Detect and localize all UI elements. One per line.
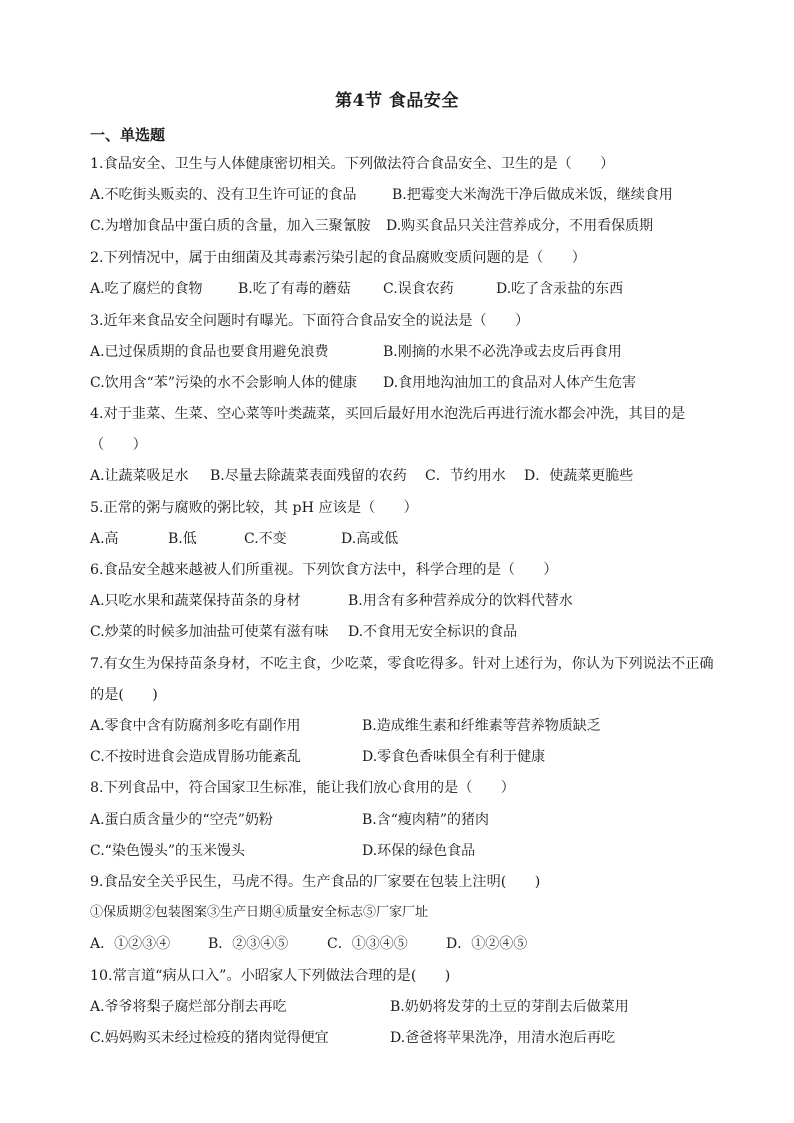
q6-option-a: A.只吃水果和蔬菜保持苗条的身材 — [90, 593, 301, 609]
section-heading: 一、单选题 — [90, 126, 166, 144]
q3-option-c: C.饮用含“苯”污染的水不会影响人体的健康 — [90, 375, 357, 391]
q5-option-c: C.不变 — [244, 531, 287, 547]
q7-option-c: C.不按时进食会造成胃肠功能紊乱 — [90, 749, 301, 765]
q10-option-b: B.奶奶将发芽的土豆的芽削去后做菜用 — [390, 999, 629, 1015]
q2-option-c: C.误食农药 — [383, 281, 454, 297]
q1-option-a: A.不吃街头贩卖的、没有卫生许可证的食品 — [90, 187, 357, 203]
q2-option-b: B.吃了有毒的蘑菇 — [238, 281, 351, 297]
page-title: 第4节 食品安全 — [335, 91, 459, 111]
q7-option-d: D.零食色香味俱全有利于健康 — [362, 749, 546, 765]
q10-option-c: C.妈妈购买未经过检疫的猪肉觉得便宜 — [90, 1030, 329, 1046]
q1-option-c: C.为增加食品中蛋白质的含量，加入三聚氰胺 — [90, 218, 371, 234]
question-4: 4.对于韭菜、生菜、空心菜等叶类蔬菜，买回后最好用水泡洗后再进行流水都会冲洗，其目的是 — [90, 406, 686, 422]
q8-option-c: C.“染色馒头”的玉米馒头 — [90, 843, 245, 859]
q2-option-a: A.吃了腐烂的食物 — [90, 281, 203, 297]
question-5: 5.正常的粥与腐败的粥比较，其 pH 应该是（ ） — [90, 500, 418, 516]
q3-option-d: D.食用地沟油加工的食品对人体产生危害 — [383, 375, 637, 391]
q5-option-a: A.高 — [90, 531, 119, 547]
q10-option-a: A.爷爷将梨子腐烂部分削去再吃 — [90, 999, 287, 1015]
question-6: 6.食品安全越来越被人们所重视。下列饮食方法中，科学合理的是（ ） — [90, 562, 558, 578]
q9-option-b: B．②③④⑤ — [208, 936, 289, 952]
q4-option-d: D．使蔬菜更脆些 — [524, 468, 634, 484]
q7-option-a: A.零食中含有防腐剂多吃有副作用 — [90, 718, 301, 734]
q4-option-a: A.让蔬菜吸足水 — [90, 468, 189, 484]
question-4-continued: （ ） — [90, 437, 147, 453]
q6-option-d: D.不食用无安全标识的食品 — [348, 624, 518, 640]
q3-option-a: A.已过保质期的食品也要食用避免浪费 — [90, 344, 329, 360]
q4-option-c: C．节约用水 — [425, 468, 506, 484]
q7-option-b: B.造成维生素和纤维素等营养物质缺乏 — [362, 718, 601, 734]
q10-option-d: D.爸爸将苹果洗净，用清水泡后再吃 — [390, 1030, 616, 1046]
q8-option-d: D.环保的绿色食品 — [362, 843, 476, 859]
question-9: 9.食品安全关乎民生，马虎不得。生产食品的厂家要在包装上注明( ) — [90, 874, 541, 890]
question-9-items: ①保质期②包装图案③生产日期④质量安全标志⑤厂家厂址 — [90, 905, 429, 920]
question-1: 1.食品安全、卫生与人体健康密切相关。下列做法符合食品安全、卫生的是（ ） — [90, 156, 615, 172]
question-2: 2.下列情况中，属于由细菌及其毒素污染引起的食品腐败变质问题的是（ ） — [90, 250, 586, 266]
question-7-continued: 的是( ) — [90, 687, 158, 703]
q8-option-a: A.蛋白质含量少的“空壳”奶粉 — [90, 812, 273, 828]
q9-option-c: C．①③④⑤ — [327, 936, 408, 952]
q6-option-c: C.炒菜的时候多加油盐可使菜有滋有味 — [90, 624, 329, 640]
q1-option-d: D.购买食品只关注营养成分，不用看保质期 — [386, 218, 654, 234]
q8-option-b: B.含“瘦肉精”的猪肉 — [362, 812, 490, 828]
question-7: 7.有女生为保持苗条身材，不吃主食，少吃菜，零食吃得多。针对上述行为，你认为下列说法不正确 — [90, 656, 714, 672]
q2-option-d: D.吃了含汞盐的东西 — [496, 281, 624, 297]
q1-option-b: B.把霉变大米淘洗干净后做成米饭，继续食用 — [392, 187, 673, 203]
question-8: 8.下列食品中，符合国家卫生标准，能让我们放心食用的是（ ） — [90, 780, 515, 796]
question-10: 10.常言道“病从口入”。小昭家人下列做法合理的是( ) — [90, 968, 451, 984]
q3-option-b: B.刚摘的水果不必洗净或去皮后再食用 — [383, 344, 622, 360]
question-3: 3.近年来食品安全问题时有曝光。下面符合食品安全的说法是（ ） — [90, 313, 530, 329]
q5-option-d: D.高或低 — [341, 531, 399, 547]
q9-option-d: D．①②④⑤ — [446, 936, 528, 952]
q5-option-b: B.低 — [168, 531, 197, 547]
q6-option-b: B.用含有多种营养成分的饮料代替水 — [348, 593, 573, 609]
q9-option-a: A．①②③④ — [90, 936, 171, 952]
q4-option-b: B.尽量去除蔬菜表面残留的农药 — [210, 468, 407, 484]
